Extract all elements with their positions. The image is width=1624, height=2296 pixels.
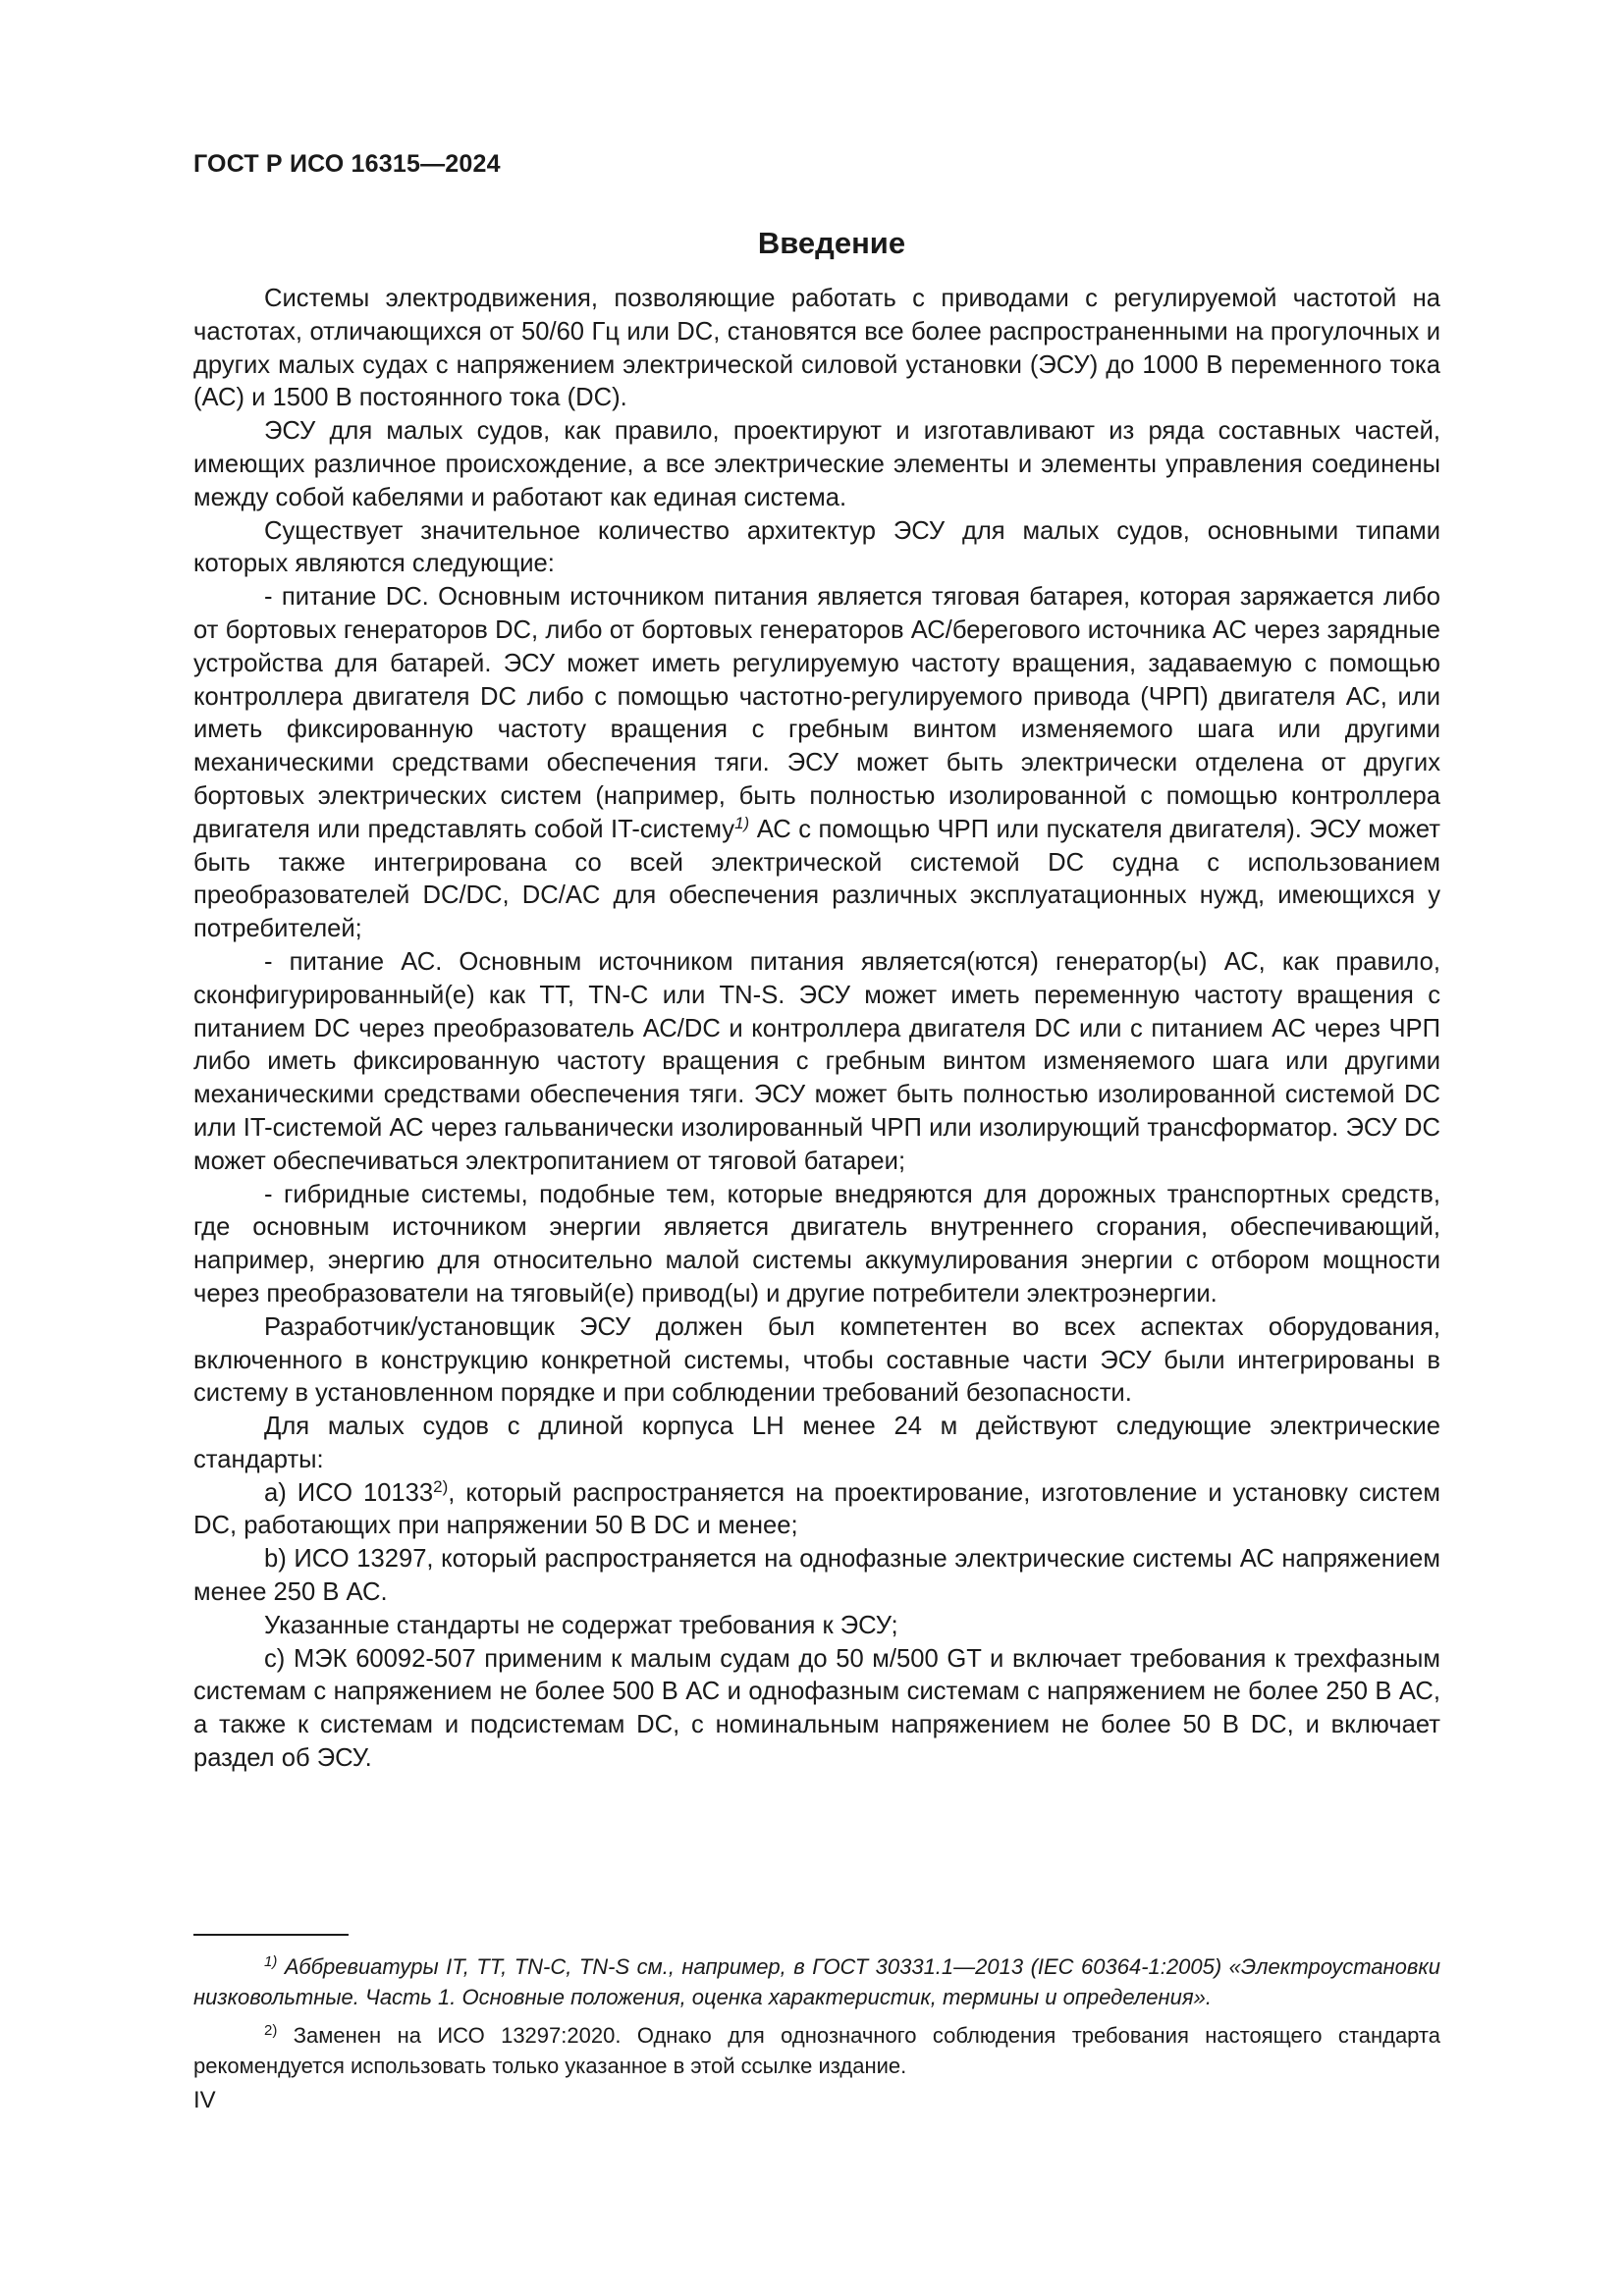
section-title: Введение [757, 226, 906, 260]
footnote-text: Заменен на ИСО 13297:2020. Однако для однозначного соблюдения требования настоящего стандарта рекомендуется использовать только указанное в этой ссылке издание. [193, 2023, 1440, 2078]
page-number: IV [193, 2087, 216, 2113]
list-item-ac: - питание АС. Основным источником питания является(ются) генератор(ы) АС, как правило, сконфигурированный(е) как ТТ, TN-C или TN-S. ЭСУ может иметь переменную частоту вращения с питанием DC через преобразователь АС/DC и контроллера двигателя DC или с питанием АС через ЧРП либо иметь фиксированную частоту вращения с гребным винтом изменяемого шага или другими механическими средствами обеспечения тяги. ЭСУ может быть полностью изолированной системой DC или IT-системой АС через гальванически изолированный ЧРП или изолирующий трансформатор. ЭСУ DC может обеспечиваться электропитанием от тяговой батареи; [193, 947, 1440, 1175]
paragraph-text: - питание DC. Основным источником питания является тяговая батарея, которая заряжается либо от бортовых генераторов DC, либо от бортовых генераторов АС/берегового источника АС через зарядные устройства для батарей. ЭСУ может иметь регулируемую частоту вращения, задаваемую с помощью контроллера двигателя DC либо с помощью частотно-регулируемого привода (ЧРП) двигателя АС, или иметь фиксированную частоту вращения с гребным винтом изменяемого шага или другими механическими средствами обеспечения тяги. ЭСУ может быть электрически отделена от других бортовых электрических систем (например, быть полностью изолированной с помощью контроллера двигателя или представлять собой IT-систему [193, 583, 1441, 843]
body-text [193, 283, 1440, 1776]
footnote-mark: 2) [264, 2022, 278, 2039]
paragraph: Системы электродвижения, позволяющие работать с приводами с регулируемой частотой на частотах, отличающихся от 50/60 Гц или DC, становятся все более распространенными на прогулочных и других малых судах с напряжением электрической силовой установки (ЭСУ) до 1000 В переменного тока (АС) и 1500 В постоянного тока (DC). [193, 285, 1440, 412]
footnotes [193, 1951, 1440, 2089]
paragraph: Для малых судов с длиной корпуса LH менее 24 м действуют следующие электрические стандарты: [193, 1413, 1440, 1473]
list-item-b: b) ИСО 13297, который распространяется на однофазные электрические системы АС напряжением менее 250 В АС. [193, 1545, 1440, 1607]
footnote-mark: 1) [264, 1953, 278, 1970]
paragraph-text: , который распространяется на проектирование, изготовление и установку систем DC, работающих при напряжении 50 В DC и менее; [193, 1478, 1440, 1540]
footnote-text: Аббревиатуры IT, TT, TN-C, TN-S см., например, в ГОСТ 30331.1—2013 (IEC 60364-1:2005) «Электроустановки низковольтные. Часть 1. Основные положения, оценка характеристик, термины и определения». [193, 1954, 1440, 2009]
paragraph-text: a) ИСО 10133 [264, 1478, 434, 1507]
footnote-ref[interactable]: 1) [734, 813, 750, 832]
footnote-1 [193, 1951, 1440, 2012]
list-item-c: c) МЭК 60092-507 применим к малым судам до 50 м/500 GT и включает требования к трехфазным системам с напряжением не более 500 В АС и однофазным системам с напряжением не более 250 В АС, а также к системам и подсистемам DC, с номинальным напряжением не более 50 В DC, и включает раздел об ЭСУ. [193, 1644, 1440, 1773]
paragraph-text: АС с помощью ЧРП или пускателя двигателя). ЭСУ может быть также интегрирована со всей электрической системой DC судна с использованием преобразователей DC/DC, DC/AC для обеспечения различных эксплуатационных нужд, имеющихся у потребителей; [193, 815, 1440, 943]
list-item-hybrid: - гибридные системы, подобные тем, которые внедряются для дорожных транспортных средств, где основным источником энергии является двигатель внутреннего сгорания, обеспечивающий, например, энергию для относительно малой системы аккумулирования энергии с отбором мощности через преобразователи на тяговый(е) привод(ы) и другие потребители электроэнергии. [193, 1180, 1440, 1308]
list-item-a [193, 1477, 1440, 1544]
footnote-divider [193, 1934, 349, 1936]
footnote-2 [193, 2020, 1440, 2081]
paragraph: Разработчик/установщик ЭСУ должен был компетентен во всех аспектах оборудования, включенного в конструкцию конкретной системы, чтобы составные части ЭСУ были интегрированы в систему в установленном порядке и при соблюдении требований безопасности. [193, 1312, 1440, 1408]
document-header: ГОСТ Р ИСО 16315—2024 [193, 150, 501, 178]
paragraph: Указанные стандарты не содержат требования к ЭСУ; [264, 1611, 898, 1639]
paragraph: Существует значительное количество архитектур ЭСУ для малых судов, основными типами которых являются следующие: [193, 516, 1440, 578]
paragraph: ЭСУ для малых судов, как правило, проектируют и изготавливают из ряда составных частей, имеющих различное происхождение, а все электрические элементы и элементы управления соединены между собой кабелями и работают как единая система. [193, 417, 1440, 511]
footnote-ref[interactable]: 2) [433, 1476, 449, 1496]
list-item-dc [193, 581, 1440, 946]
